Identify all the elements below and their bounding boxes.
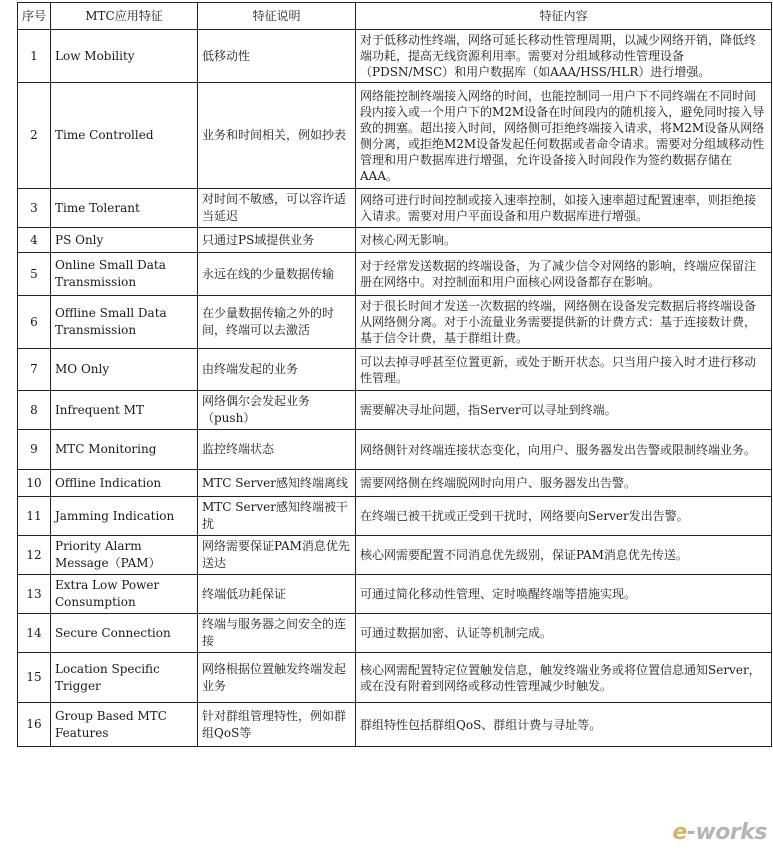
feature-name: MO Only: [51, 349, 198, 391]
feature-description: 在少量数据传输之外的时间，终端可以去激活: [198, 296, 356, 349]
feature-description: 由终端发起的业务: [198, 349, 356, 391]
feature-name: Priority Alarm Message（PAM）: [51, 536, 198, 575]
feature-content: 可通过简化移动性管理、定时唤醒终端等措施实现。: [356, 575, 772, 614]
feature-name: Extra Low Power Consumption: [51, 575, 198, 614]
feature-name: Low Mobility: [51, 30, 198, 83]
feature-description: 监控终端状态: [198, 430, 356, 470]
row-number: 7: [18, 349, 51, 391]
feature-content: 可以去掉寻呼甚至位置更新，或处于断开状态。只当用户接入时才进行移动性管理。: [356, 349, 772, 391]
feature-description: MTC Server感知终端离线: [198, 470, 356, 497]
feature-description: 网络偶尔会发起业务（push）: [198, 391, 356, 430]
feature-description: 终端与服务器之间安全的连接: [198, 614, 356, 653]
header-feature: MTC应用特征: [51, 3, 198, 30]
table-row: [18, 391, 772, 430]
feature-name: Online Small Data Transmission: [51, 253, 198, 296]
row-number: 3: [18, 189, 51, 228]
mtc-features-table: [17, 2, 772, 747]
feature-content: 可通过数据加密、认证等机制完成。: [356, 614, 772, 653]
table-row: [18, 296, 772, 349]
feature-description: 网络根据位置触发终端发起业务: [198, 653, 356, 703]
row-number: 16: [18, 703, 51, 747]
row-number: 12: [18, 536, 51, 575]
feature-name: Secure Connection: [51, 614, 198, 653]
table-row: [18, 253, 772, 296]
feature-name: Location Specific Trigger: [51, 653, 198, 703]
feature-description: 网络需要保证PAM消息优先送达: [198, 536, 356, 575]
row-number: 11: [18, 497, 51, 536]
feature-content: 对于很长时间才发送一次数据的终端，网络侧在设备发完数据后将终端设备从网络侧分离。对于小流量业务需要提供新的计费方式：基于连接数计费，基于信令计费，基于群组计费。: [356, 296, 772, 349]
table-row: [18, 189, 772, 228]
feature-description: 低移动性: [198, 30, 356, 83]
header-no: 序号: [18, 3, 51, 30]
feature-description: 终端低功耗保证: [198, 575, 356, 614]
feature-name: Offline Small Data Transmission: [51, 296, 198, 349]
feature-description: 只通过PS域提供业务: [198, 228, 356, 253]
table-row: [18, 83, 772, 189]
table-row: [18, 470, 772, 497]
table-row: [18, 228, 772, 253]
table-row: [18, 536, 772, 575]
table-row: [18, 497, 772, 536]
feature-content: 核心网需配置特定位置触发信息，触发终端业务或将位置信息通知Server，或在没有附着到网络或移动性管理减少时触发。: [356, 653, 772, 703]
row-number: 9: [18, 430, 51, 470]
feature-content: 需要解决寻址问题，指Server可以寻址到终端。: [356, 391, 772, 430]
table-row: [18, 614, 772, 653]
feature-description: 对时间不敏感，可以容许适当延迟: [198, 189, 356, 228]
feature-description: 永远在线的少量数据传输: [198, 253, 356, 296]
row-number: 10: [18, 470, 51, 497]
feature-content: 核心网需要配置不同消息优先级别，保证PAM消息优先传送。: [356, 536, 772, 575]
row-number: 8: [18, 391, 51, 430]
row-number: 1: [18, 30, 51, 83]
feature-content: 在终端已被干扰或正受到干扰时，网络要向Server发出告警。: [356, 497, 772, 536]
feature-description: MTC Server感知终端被干扰: [198, 497, 356, 536]
eworks-logo: e-works: [672, 820, 767, 845]
feature-name: Jamming Indication: [51, 497, 198, 536]
table-row: [18, 349, 772, 391]
feature-description: 针对群组管理特性，例如群组QoS等: [198, 703, 356, 747]
header-desc: 特征说明: [198, 3, 356, 30]
feature-name: Time Tolerant: [51, 189, 198, 228]
feature-content: 对于经常发送数据的终端设备，为了减少信令对网络的影响，终端应保留注册在网络中。对控制面和用户面核心网设备都存在影响。: [356, 253, 772, 296]
feature-content: 网络侧针对终端连接状态变化，向用户、服务器发出告警或限制终端业务。: [356, 430, 772, 470]
feature-description: 业务和时间相关，例如抄表: [198, 83, 356, 189]
feature-content: 对于低移动性终端，网络可延长移动性管理周期，以减少网络开销，降低终端功耗，提高无线资源利用率。需要对分组域移动性管理设备（PDSN/MSC）和用户数据库（如AAA/HSS/HLR）进行增强。: [356, 30, 772, 83]
row-number: 5: [18, 253, 51, 296]
feature-name: Infrequent MT: [51, 391, 198, 430]
header-content: 特征内容: [356, 3, 772, 30]
table-header-row: [18, 3, 772, 30]
feature-content: 需要网络侧在终端脱网时向用户、服务器发出告警。: [356, 470, 772, 497]
feature-name: Offline Indication: [51, 470, 198, 497]
feature-content: 网络可进行时间控制或接入速率控制，如接入速率超过配置速率，则拒绝接入请求。需要对用户平面设备和用户数据库进行增强。: [356, 189, 772, 228]
feature-content: 对核心网无影响。: [356, 228, 772, 253]
feature-name: MTC Monitoring: [51, 430, 198, 470]
feature-content: 网络能控制终端接入网络的时间，也能控制同一用户下不同终端在不同时间段内接入或一个用户下的M2M设备在时间段内的随机接入，避免同时接入导致的拥塞。超出接入时间，网络侧可拒绝终端接入请求，将M2M设备从网络侧分离，或拒绝M2M设备发起任何数据或者命令请求。需要对分组域移动性管理和用户数据库进行增强，允许设备接入时间段作为签约数据存储在AAA。: [356, 83, 772, 189]
row-number: 2: [18, 83, 51, 189]
feature-name: Group Based MTC Features: [51, 703, 198, 747]
table-row: [18, 430, 772, 470]
table-row: [18, 653, 772, 703]
row-number: 4: [18, 228, 51, 253]
feature-name: Time Controlled: [51, 83, 198, 189]
table-row: [18, 575, 772, 614]
feature-name: PS Only: [51, 228, 198, 253]
row-number: 6: [18, 296, 51, 349]
row-number: 13: [18, 575, 51, 614]
feature-content: 群组特性包括群组QoS、群组计费与寻址等。: [356, 703, 772, 747]
row-number: 15: [18, 653, 51, 703]
row-number: 14: [18, 614, 51, 653]
table-row: [18, 30, 772, 83]
table-row: [18, 703, 772, 747]
